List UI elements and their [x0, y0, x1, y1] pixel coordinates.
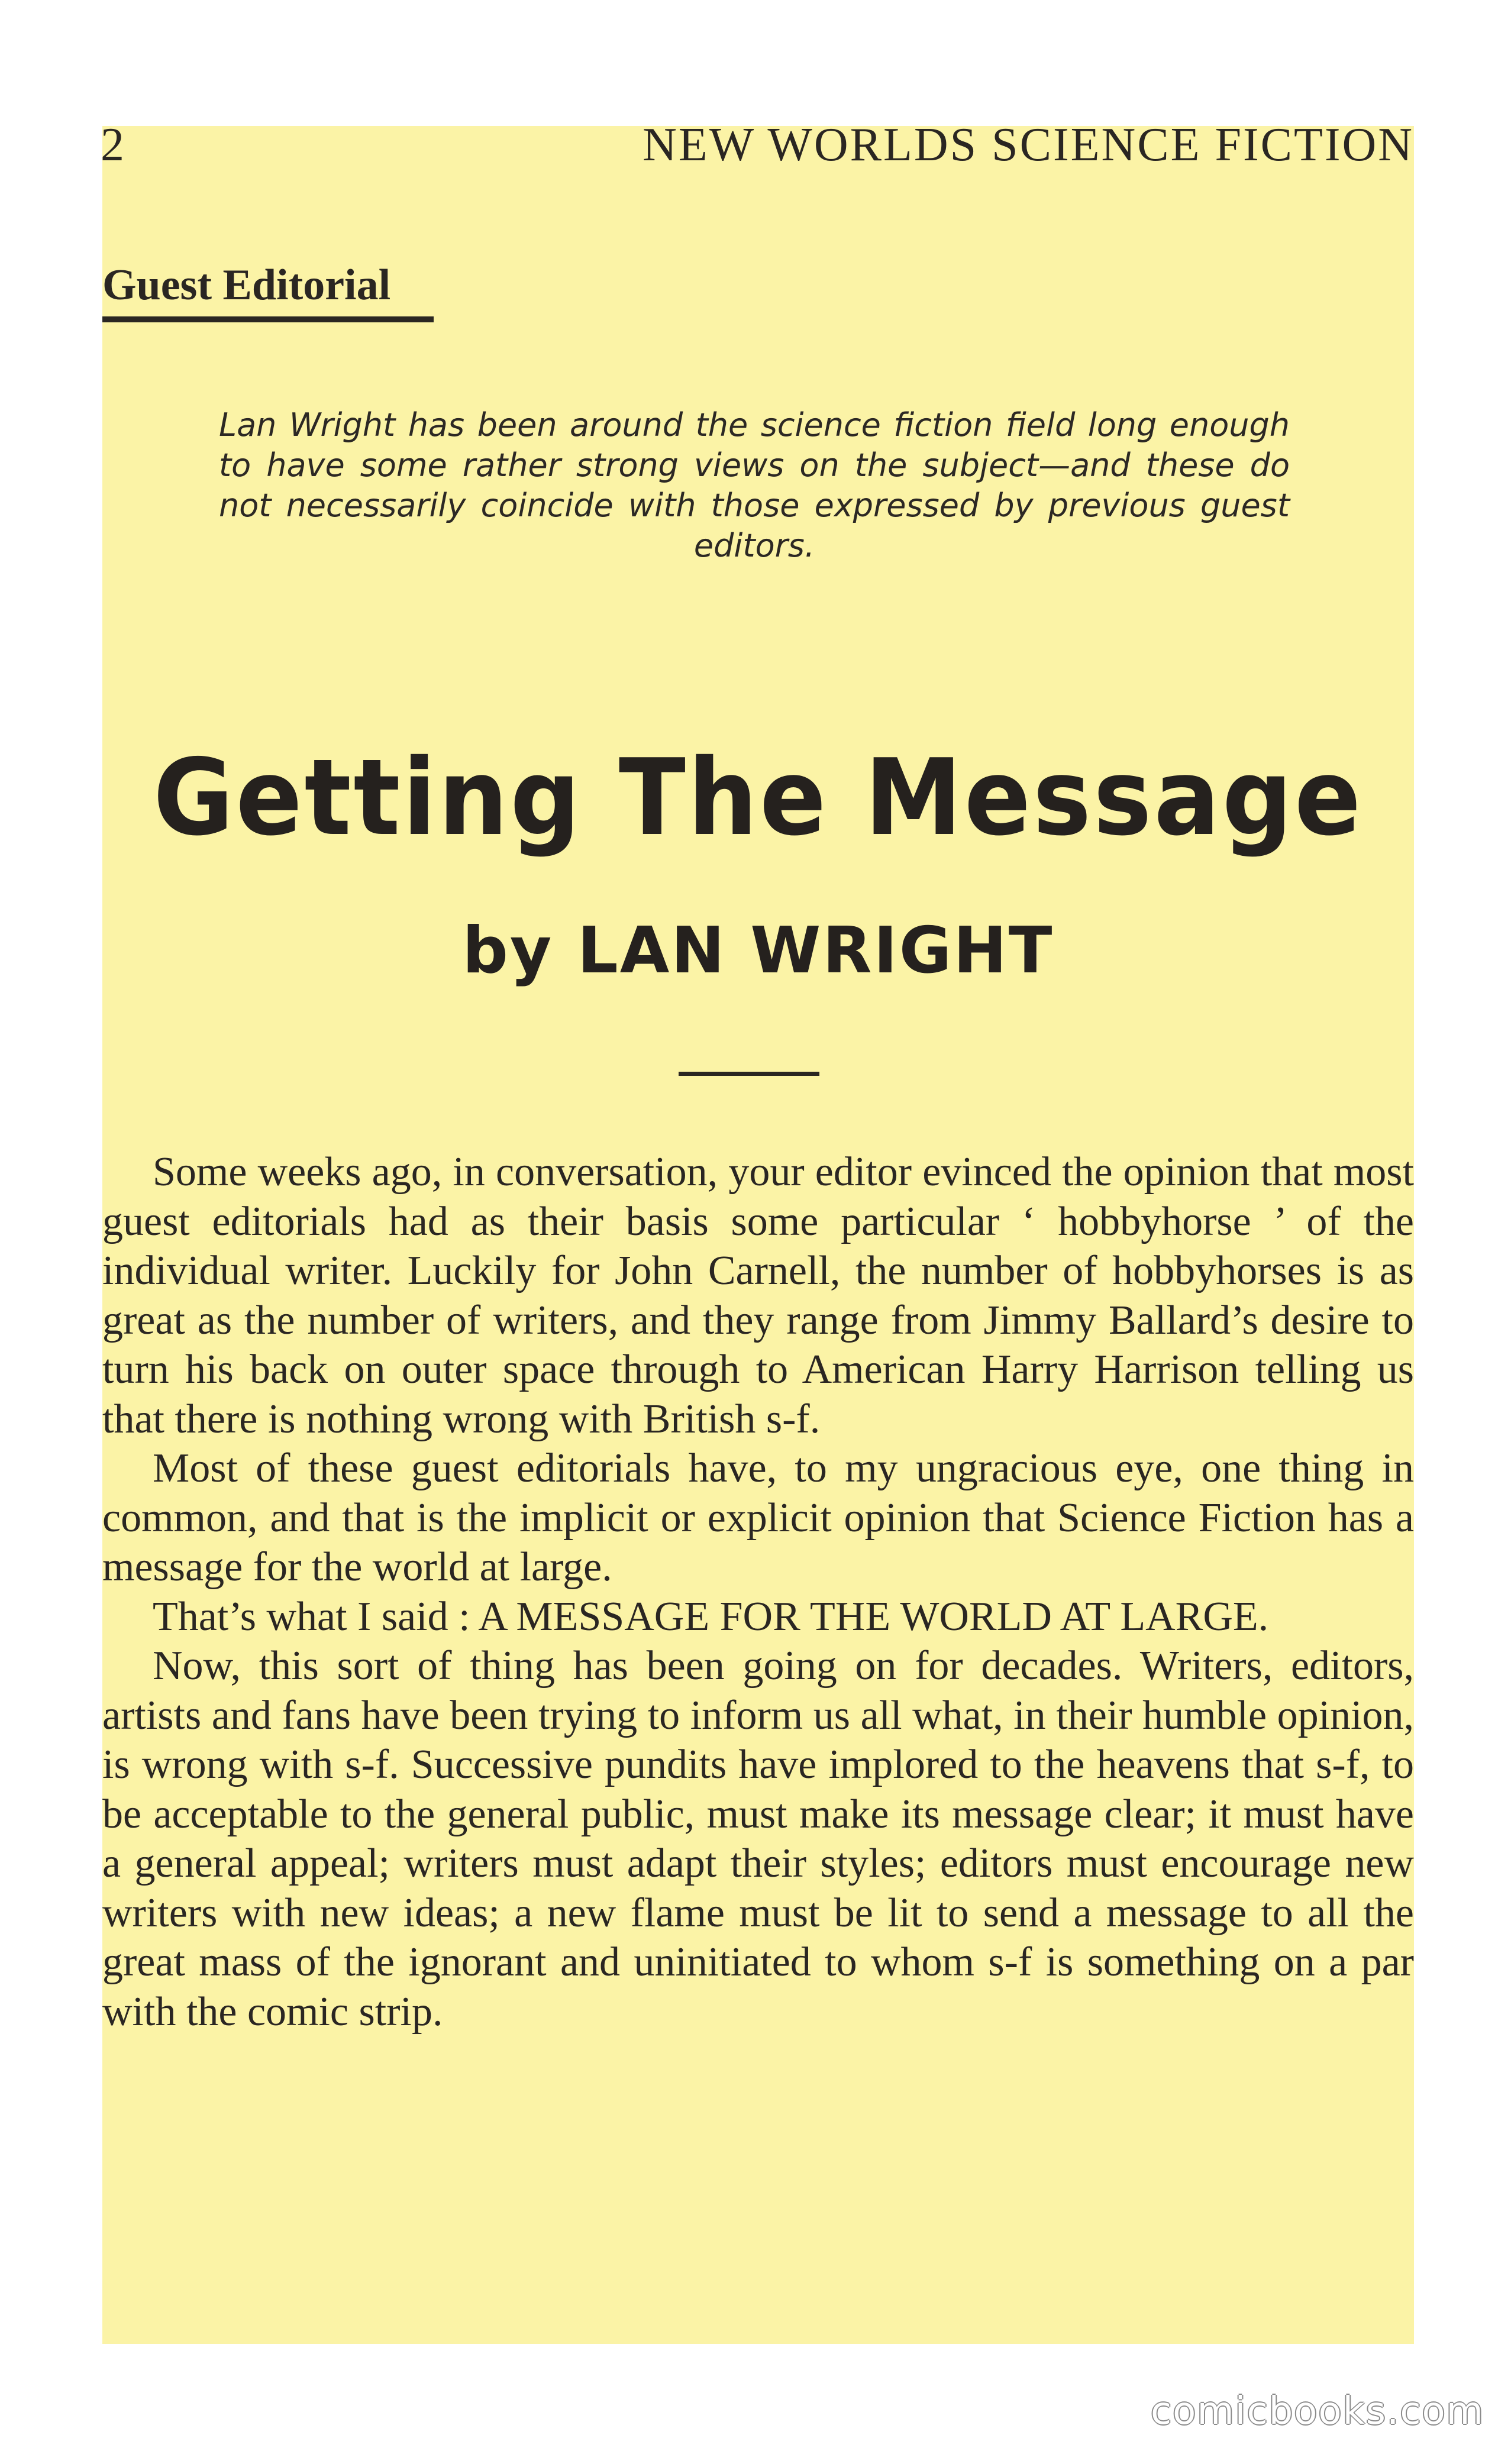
body-paragraph: Some weeks ago, in conversation, your editor evinced the opinion that most guest editorials had as their basis some particular ‘ hobbyhorse ’ of the individual writer. Luckily for John Carnell, the number of hobbyhorses is as great as the number of writers, and they range from Jimmy Ballard’s desire to turn his back on outer space through to American Harry Harrison telling us that there is nothing wrong with British s-f. [102, 1149, 1414, 1442]
article-title: Getting The Message [153, 736, 1364, 859]
page-number: 2 [101, 119, 126, 171]
title-divider [679, 1072, 819, 1076]
section-underline [102, 316, 434, 322]
publication-title: NEW WORLDS SCIENCE FICTION [643, 119, 1414, 171]
editorial-intro: Lan Wright has been around the science fiction field long enough to have some rather strong views on the subject—and these do not necessarily coincide with those expressed by previous guest editors. [219, 406, 1290, 564]
body-paragraph: Now, this sort of thing has been going on for decades. Writers, editors, artists and fans have been trying to inform us all what, in their humble opinion, is wrong with s-f. Successive pundits have implored to the heavens that s-f, to be acceptable to the general public, must make its message clear; it must have a general appeal; writers must adapt their styles; editors must encourage new writers with new ideas; a new flame must be lit to send a message to all the great mass of the ignorant and uninitiated to whom s-f is something on a par with the comic strip. [102, 1643, 1414, 2035]
article-byline: by LAN WRIGHT [462, 914, 1054, 988]
article-body [102, 1147, 1414, 2036]
section-label: Guest Editorial [102, 261, 391, 309]
body-paragraph: That’s what I said : A MESSAGE FOR THE WORLD AT LARGE. [153, 1593, 1269, 1640]
watermark: comicbooks.com [1150, 2389, 1484, 2433]
body-paragraph: Most of these guest editorials have, to my ungracious eye, one thing in common, and that is the implicit or explicit opinion that Science Fiction has a message for the world at large. [102, 1446, 1414, 1590]
running-head [101, 118, 1414, 183]
